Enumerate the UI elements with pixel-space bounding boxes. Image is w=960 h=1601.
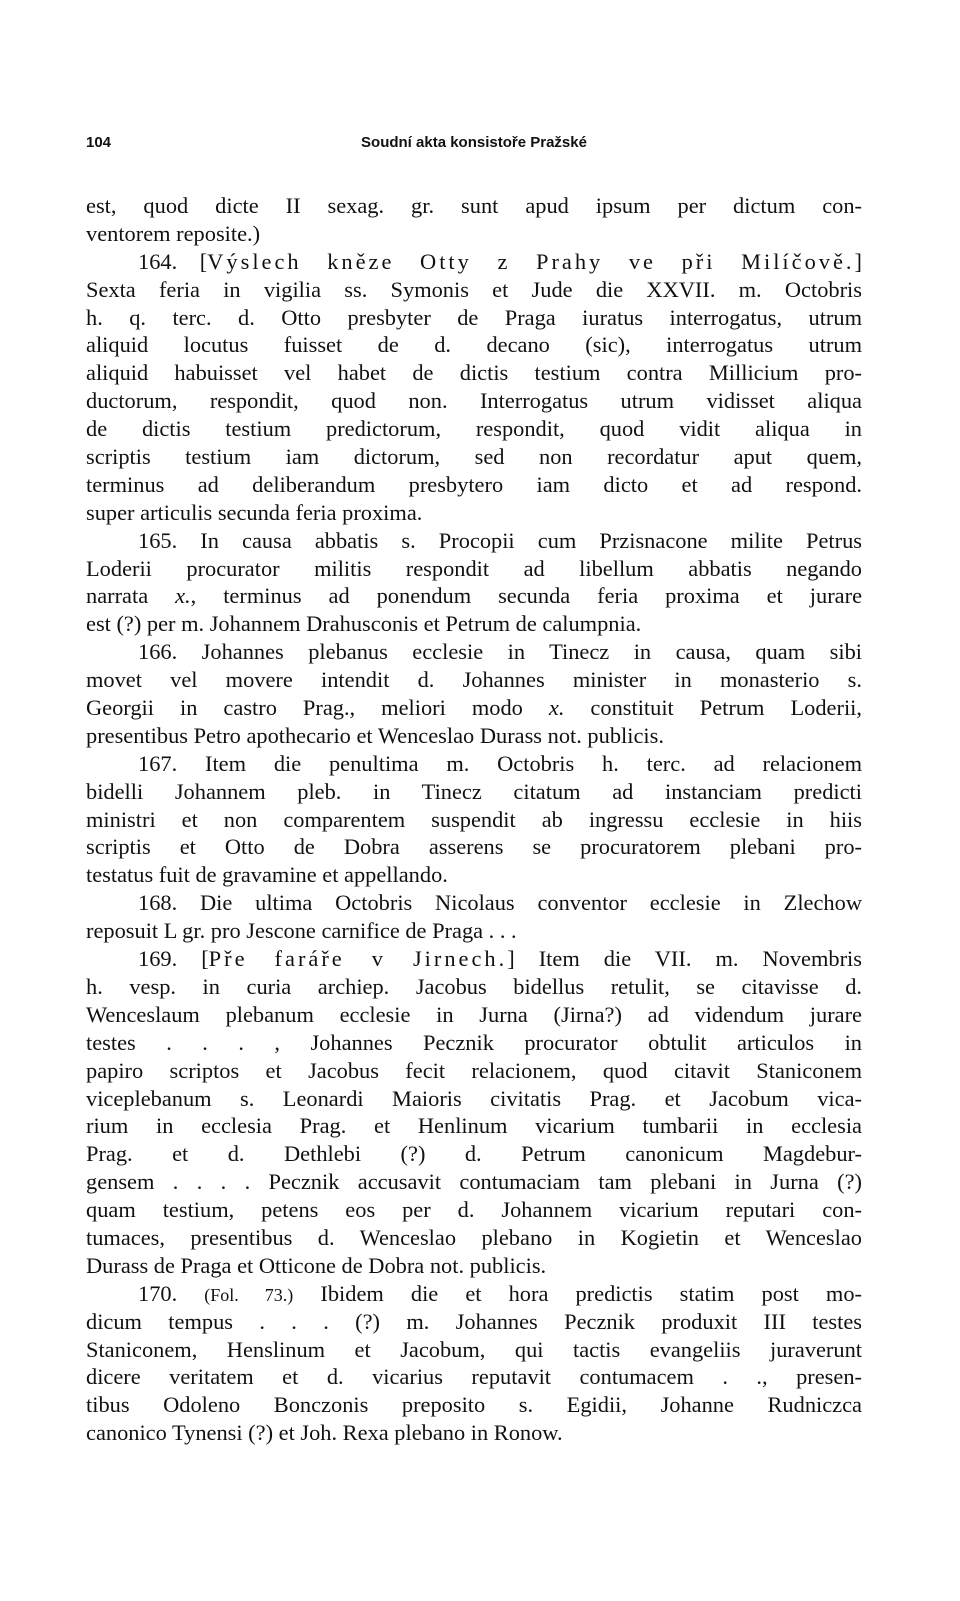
text-line [86,331,862,359]
text-segment: aliquid habuisset vel habet de dictis testium contra Millicium pro- [86,360,862,386]
text-segment: de dictis testium predictorum, respondit, quod vidit aliqua in [86,416,862,442]
page-number: 104 [86,134,112,151]
text-segment: Pře faráře v Jirnech. [208,946,508,972]
text-line [86,415,862,443]
text-segment: Sexta feria in vigilia ss. Symonis et Jude die XXVII. m. Octobris [86,276,862,302]
body-text [86,192,862,1447]
text-line [86,248,862,276]
text-segment: , terminus ad ponendum secunda feria proxima et jurare [190,583,863,609]
text-segment: movet vel movere intendit d. Johannes minister in monasterio s. [86,667,862,693]
text-segment: (Fol. 73.) [204,1284,294,1305]
text-line [86,861,862,889]
text-line [86,359,862,387]
text-segment: reposuit L gr. pro Jescone carnifice de Praga . . . [86,918,517,944]
page-header [86,130,862,154]
text-segment: 164. [ [138,248,208,274]
running-title: Soudní akta konsistoře Pražské [361,134,587,151]
text-line [86,1085,862,1113]
text-segment: testes . . . , Johannes Pecznik procurator obtulit articulos in [86,1029,862,1055]
text-segment: testatus fuit de gravamine et appellando. [86,862,448,888]
text-segment: bidelli Johannem pleb. in Tinecz citatum ad instanciam predicti [86,778,862,804]
text-segment: super articulis secunda feria proxima. [86,499,423,525]
text-segment: h. q. terc. d. Otto presbyter de Praga iuratus interrogatus, utrum [86,304,862,330]
text-segment: Wenceslaum plebanum ecclesie in Jurna (Jirna?) ad videndum jurare [86,1001,862,1027]
text-line [86,806,862,834]
text-line [86,192,862,220]
text-line [86,917,862,945]
text-line [86,555,862,583]
text-line [86,1001,862,1029]
text-line [86,945,862,973]
text-segment: x. [548,695,565,721]
text-segment: dicere veritatem et d. vicarius reputavit contumacem . ., presen- [86,1364,862,1390]
text-line [86,778,862,806]
text-line [86,1057,862,1085]
text-line [86,1280,862,1308]
text-line [86,471,862,499]
text-line [86,220,862,248]
text-line [86,1363,862,1391]
text-line [86,1391,862,1419]
text-segment: viceplebanum s. Leonardi Maioris civitatis Prag. et Jacobum vica- [86,1085,862,1111]
text-line [86,1029,862,1057]
text-line [86,1196,862,1224]
text-segment: Prag. et d. Dethlebi (?) d. Petrum canonicum Magdebur- [86,1141,862,1167]
text-segment: Výslech kněze Otty z Prahy ve při Milíčově. [207,248,855,274]
text-segment: Staniconem, Henslinum et Jacobum, qui tactis evangeliis juraverunt [86,1336,862,1362]
text-segment: ductorum, respondit, quod non. Interrogatus utrum vidisset aliqua [86,388,862,414]
text-line [86,1224,862,1252]
text-line [86,499,862,527]
text-segment: scriptis testium iam dictorum, sed non recordatur aput quem, [86,444,862,470]
text-line [86,694,862,722]
text-line [86,276,862,304]
text-line [86,582,862,610]
text-segment: terminus ad deliberandum presbytero iam dicto et ad respond. [86,471,862,497]
text-line [86,443,862,471]
text-segment: scriptis et Otto de Dobra asserens se procuratorem plebani pro- [86,834,862,860]
text-line [86,973,862,1001]
text-segment: Ibidem die et hora predictis statim post mo- [293,1280,862,1306]
text-segment: ministri et non comparentem suspendit ab ingressu ecclesie in hiis [86,806,862,832]
text-segment: tumaces, presentibus d. Wenceslao plebano in Kogietin et Wenceslao [86,1224,862,1250]
text-segment: Durass de Praga et Otticone de Dobra not. publicis. [86,1252,547,1278]
text-line [86,750,862,778]
text-line [86,527,862,555]
text-segment: canonico Tynensi (?) et Joh. Rexa plebano in Ronow. [86,1420,563,1446]
text-line [86,610,862,638]
text-line [86,304,862,332]
text-segment: ] [854,248,862,274]
text-segment: 168. Die ultima Octobris Nicolaus conventor ecclesie in Zlechow [138,890,862,916]
text-line [86,1336,862,1364]
text-segment: Georgii in castro Prag., meliori modo [86,695,549,721]
text-segment: tibus Odoleno Bonczonis preposito s. Egidii, Johanne Rudniczca [86,1392,862,1418]
text-line [86,1112,862,1140]
text-segment: constituit Petrum Loderii, [564,695,862,721]
text-segment: gensem . . . . Pecznik accusavit contumaciam tam plebani in Jurna (?) [86,1169,862,1195]
text-segment: 170. [138,1280,205,1306]
text-line [86,1140,862,1168]
text-line [86,1168,862,1196]
text-segment: ] Item die VII. m. Novembris [507,946,862,972]
text-segment: 169. [ [138,946,209,972]
text-line [86,1419,862,1447]
text-segment: h. vesp. in curia archiep. Jacobus bidellus retulit, se citavisse d. [86,973,862,999]
text-segment: x. [175,583,191,609]
text-segment: presentibus Petro apothecario et Wenceslao Durass not. publicis. [86,722,664,748]
text-segment: narrata [86,583,176,609]
text-segment: Loderii procurator militis respondit ad libellum abbatis negando [86,555,862,581]
text-line [86,722,862,750]
text-line [86,666,862,694]
text-segment: papiro scriptos et Jacobus fecit relacionem, quod citavit Staniconem [86,1057,862,1083]
text-segment: est (?) per m. Johannem Drahusconis et Petrum de calumpnia. [86,611,642,637]
text-line [86,387,862,415]
text-line [86,833,862,861]
text-segment: ventorem reposite.) [86,220,261,246]
text-line [86,1252,862,1280]
text-segment: dicum tempus . . . (?) m. Johannes Pecznik produxit III testes [86,1308,862,1334]
text-line [86,889,862,917]
text-line [86,638,862,666]
text-segment: rium in ecclesia Prag. et Henlinum vicarium tumbarii in ecclesia [86,1113,862,1139]
text-segment: 165. In causa abbatis s. Procopii cum Przisnacone milite Petrus [138,527,862,553]
text-segment: 167. Item die penultima m. Octobris h. terc. ad relacionem [138,750,862,776]
text-segment: quam testium, petens eos per d. Johannem vicarium reputari con- [86,1197,862,1223]
text-segment: 166. Johannes plebanus ecclesie in Tinecz in causa, quam sibi [138,639,862,665]
text-segment: aliquid locutus fuisset de d. decano (sic), interrogatus utrum [86,332,862,358]
text-segment: est, quod dicte II sexag. gr. sunt apud ipsum per dictum con- [86,193,862,218]
text-line [86,1308,862,1336]
